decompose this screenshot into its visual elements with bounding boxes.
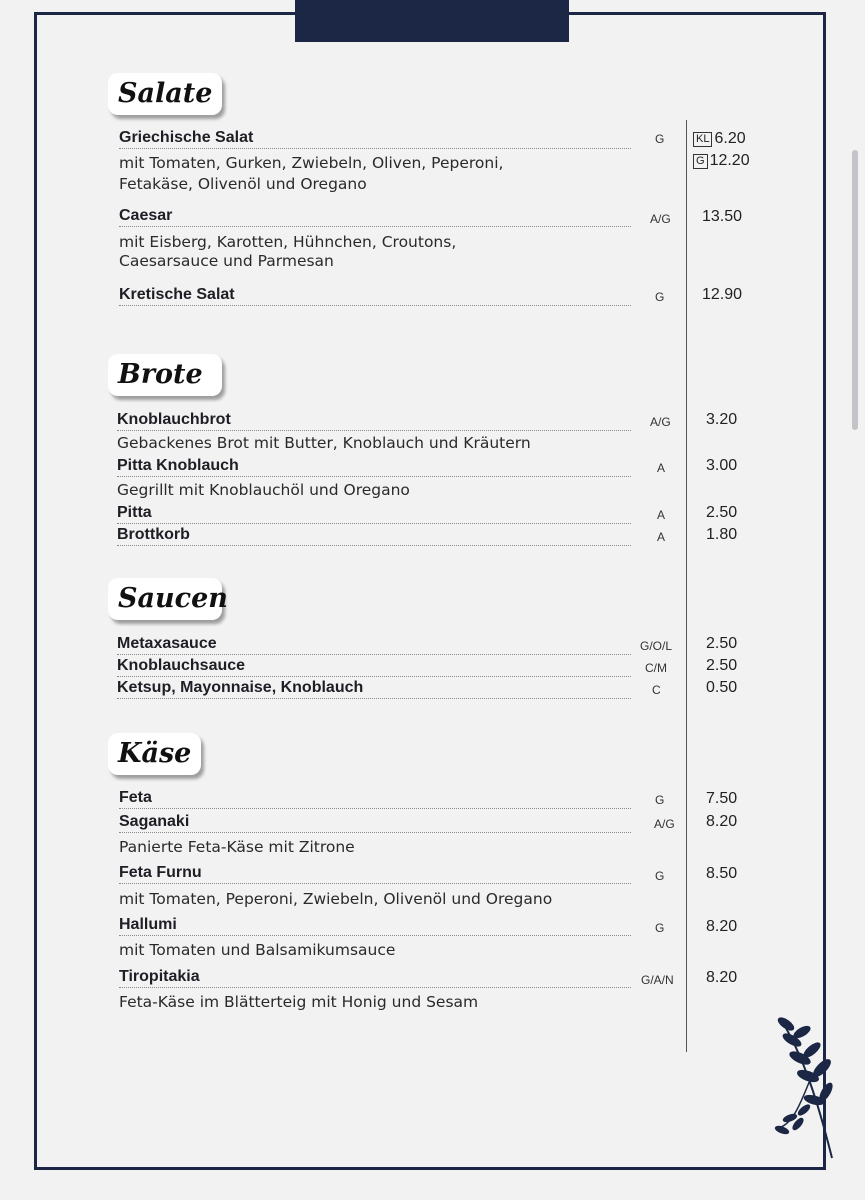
item-description: mit Tomaten, Gurken, Zwiebeln, Oliven, Peperoni, (119, 154, 504, 172)
item-description: Fetakäse, Olivenöl und Oregano (119, 175, 367, 193)
item-description: mit Tomaten und Balsamikumsauce (119, 941, 396, 959)
allergen-code: G (655, 132, 665, 146)
price: 8.20 (706, 918, 738, 935)
section-title-kaese: Käse (108, 733, 201, 775)
price: 2.50 (706, 657, 738, 674)
allergen-code: G/A/N (641, 973, 674, 987)
price: 8.20 (706, 969, 738, 986)
allergen-code: A (657, 508, 666, 522)
menu-item-tiropitakia: Tiropitakia (119, 968, 631, 988)
allergen-code: G (655, 290, 665, 304)
price: 7.50 (706, 790, 738, 807)
price-divider (686, 120, 687, 1052)
item-description: Caesarsauce und Parmesan (119, 252, 334, 270)
section-title-saucen: Saucen (108, 578, 222, 620)
allergen-code: A (657, 461, 666, 475)
price: 12.90 (702, 286, 743, 303)
price: 8.20 (706, 813, 738, 830)
menu-item-griechische-salat: Griechische Salat (119, 129, 631, 149)
item-description: Gegrillt mit Knoblauchöl und Oregano (117, 481, 410, 499)
item-description: mit Tomaten, Peperoni, Zwiebeln, Olivenöl und Oregano (119, 890, 553, 908)
allergen-code: A/G (654, 817, 675, 831)
menu-item-kretische-salat: Kretische Salat (119, 286, 631, 306)
price: 2.50 (706, 635, 738, 652)
menu-item-caesar: Caesar (119, 207, 631, 227)
allergen-code: A/G (650, 212, 671, 226)
menu-item-metaxasauce: Metaxasauce (117, 635, 631, 655)
section-title-brote: Brote (108, 354, 222, 396)
allergen-code: C (652, 683, 661, 697)
price: 8.50 (706, 865, 738, 882)
price: 13.50 (702, 208, 743, 225)
allergen-code: G (655, 793, 665, 807)
item-description: Gebackenes Brot mit Butter, Knoblauch und Kräutern (117, 434, 531, 452)
menu-item-pitta-knoblauch: Pitta Knoblauch (117, 457, 631, 477)
price: 3.20 (706, 411, 738, 428)
leaf-branch-icon (770, 1010, 840, 1160)
scrollbar[interactable] (852, 150, 858, 430)
menu-item-saganaki: Saganaki (119, 813, 631, 833)
menu-item-knoblauchbrot: Knoblauchbrot (117, 411, 631, 431)
menu-item-brottkorb: Brottkorb (117, 526, 631, 546)
item-description: mit Eisberg, Karotten, Hühnchen, Croutons, (119, 233, 457, 251)
item-description: Feta-Käse im Blätterteig mit Honig und Sesam (119, 993, 479, 1011)
allergen-code: A/G (650, 415, 671, 429)
allergen-code: C/M (645, 661, 667, 675)
item-description: Panierte Feta-Käse mit Zitrone (119, 838, 355, 856)
price: 3.00 (706, 457, 738, 474)
menu-item-feta-furnu: Feta Furnu (119, 864, 631, 884)
allergen-code: G (655, 869, 665, 883)
price: 0.50 (706, 679, 738, 696)
menu-item-ketsup: Ketsup, Mayonnaise, Knoblauch (117, 679, 631, 699)
section-title-salate: Salate (108, 73, 222, 115)
size-label: G (693, 154, 708, 169)
price: KL 6.20 (693, 130, 746, 148)
menu-item-pitta: Pitta (117, 504, 631, 524)
size-label: KL (693, 132, 712, 147)
price: 1.80 (706, 526, 738, 543)
allergen-code: G (655, 921, 665, 935)
allergen-code: A (657, 530, 666, 544)
menu-item-knoblauchsauce: Knoblauchsauce (117, 657, 631, 677)
price: G 12.20 (693, 152, 750, 170)
header-tab (295, 0, 569, 42)
price: 2.50 (706, 504, 738, 521)
menu-item-hallumi: Hallumi (119, 916, 631, 936)
menu-item-feta: Feta (119, 789, 631, 809)
allergen-code: G/O/L (640, 639, 673, 653)
